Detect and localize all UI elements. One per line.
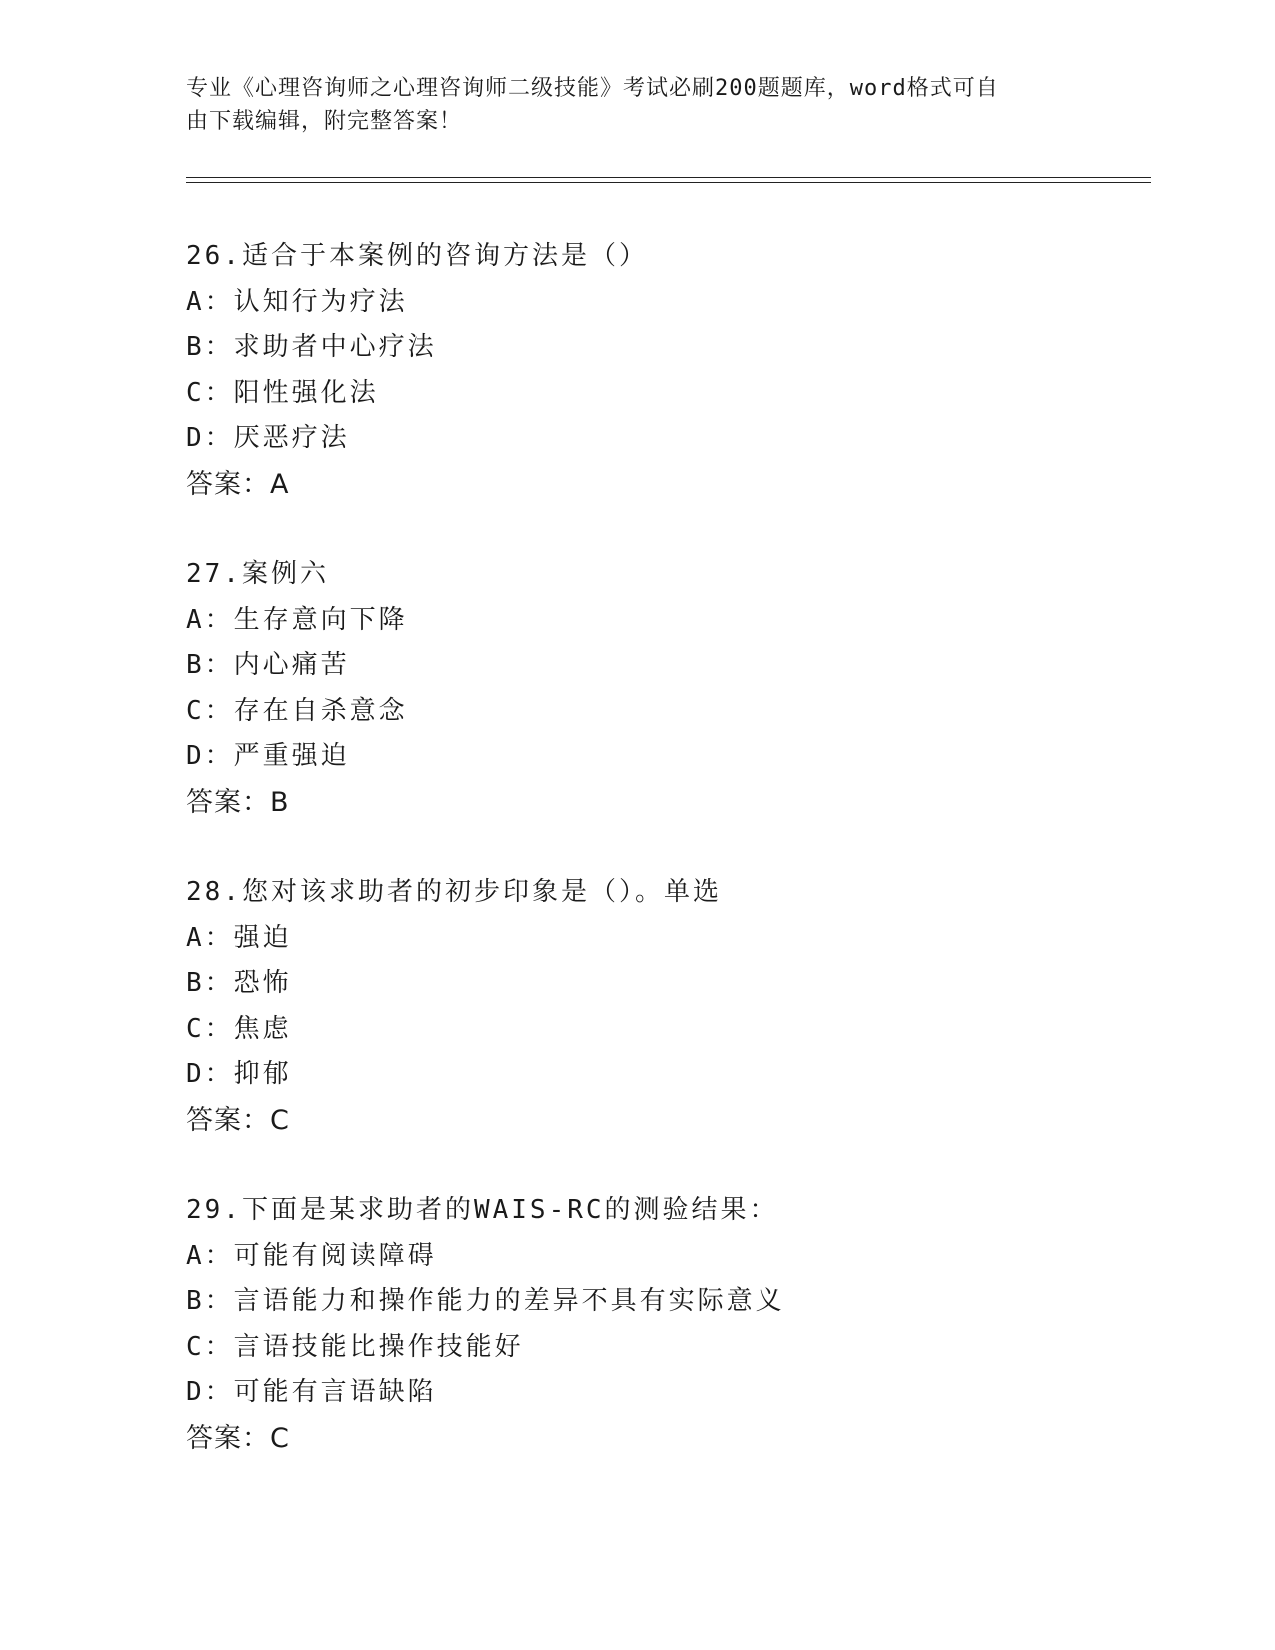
option-c: C：存在自杀意念	[186, 695, 408, 726]
header-divider-top	[186, 177, 1151, 178]
answer-line: 答案：C	[186, 1104, 290, 1136]
option-c: C：言语技能比操作技能好	[186, 1331, 524, 1362]
question-stem: 26.适合于本案例的咨询方法是（）	[186, 241, 648, 271]
option-c: C：焦虑	[186, 1013, 292, 1044]
option-d: D：抑郁	[186, 1059, 292, 1090]
question-stem: 27.案例六	[186, 559, 329, 589]
header-line-2: 由下载编辑，附完整答案！	[186, 109, 463, 134]
question-stem: 28.您对该求助者的初步印象是（）。单选	[186, 877, 722, 907]
option-c: C：阳性强化法	[186, 377, 379, 408]
option-d: D：严重强迫	[186, 741, 350, 772]
option-d: D：厌恶疗法	[186, 423, 350, 454]
answer-line: 答案：C	[186, 1422, 290, 1454]
document-header	[186, 72, 1066, 138]
header-divider-bottom	[186, 182, 1151, 183]
option-b: B：言语能力和操作能力的差异不具有实际意义	[186, 1286, 785, 1317]
option-a: A：可能有阅读障碍	[186, 1240, 437, 1271]
option-b: B：内心痛苦	[186, 650, 350, 681]
answer-line: 答案：A	[186, 468, 290, 500]
header-line-1: 专业《心理咨询师之心理咨询师二级技能》考试必刷200题题库，word格式可自	[186, 76, 999, 101]
question-29	[186, 1188, 1086, 1462]
option-a: A：强迫	[186, 922, 292, 953]
question-28	[186, 870, 1086, 1144]
option-b: B：恐怖	[186, 968, 292, 999]
option-b: B：求助者中心疗法	[186, 332, 437, 363]
option-a: A：认知行为疗法	[186, 286, 408, 317]
question-27	[186, 552, 1086, 826]
option-d: D：可能有言语缺陷	[186, 1377, 437, 1408]
question-stem: 29.下面是某求助者的WAIS-RC的测验结果：	[186, 1195, 779, 1225]
option-a: A：生存意向下降	[186, 604, 408, 635]
question-26	[186, 234, 1086, 508]
answer-line: 答案：B	[186, 786, 290, 818]
